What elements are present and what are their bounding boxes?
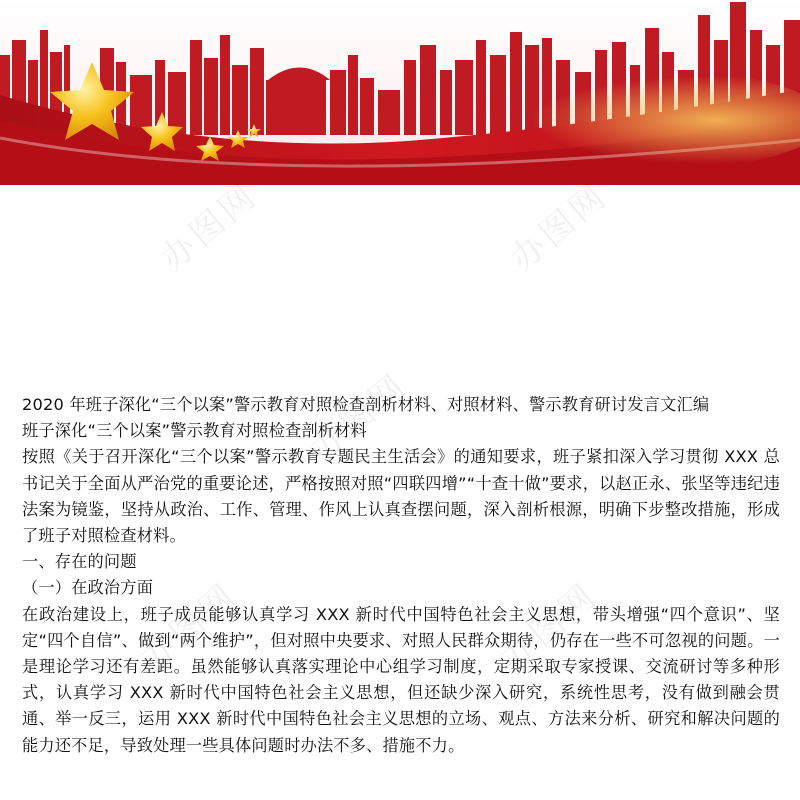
document-body [22,392,780,759]
subsection-heading: （一）在政治方面 [22,578,154,598]
header-banner [0,0,800,185]
document-subtitle: 班子深化“三个以案”警示教育对照检查剖析材料 [22,421,367,441]
watermark: 办图网 [302,365,416,470]
watermark: 办图网 [152,175,266,280]
watermark: 办图网 [502,175,616,280]
body-paragraph: 在政治建设上，班子成员能够认真学习 XXX 新时代中国特色社会主义思想，带头增强“四个意识”、坚定“四个自信”、做到“两个维护”，但对照中央要求、对照人民群众期待，仍存在一些不可忽视的问题。一是理论学习还有差距。虽然能够认真落实理论中心组学习制度，定期采取专家授课、交流研讨等多种形式，认真学习 XXX 新时代中国特色社会主义思想，但还缺少深入研究，系统性思考，没有做到融会贯通、举一反三，运用 XXX 新时代中国特色社会主义思想的立场、观点、方法来分析、研究和解决问题的能力还不足，导致处理一些具体问题时办法不多、措施不力。 [22,604,780,755]
document-title: 2020 年班子深化“三个以案”警示教育对照检查剖析材料、对照材料、警示教育研讨发言文汇编 [22,395,710,414]
watermark: 办图网 [492,575,606,680]
watermark: 办图网 [132,575,246,680]
intro-paragraph: 按照《关于召开深化“三个以案”警示教育专题民主生活会》的通知要求，班子紧扣深入学习贯彻 XXX 总书记关于全面从严治党的重要论述，严格按照对照“四联四增”“十查十做”要求，以赵正永、张坚等违纪违法案为镜鉴，坚持从政治、工作、管理、作风上认真查摆问题，深入剖析根源，明确下步整改措施，形成了班子对照检查材料。 [22,447,780,546]
section-heading: 一、存在的问题 [22,552,137,572]
